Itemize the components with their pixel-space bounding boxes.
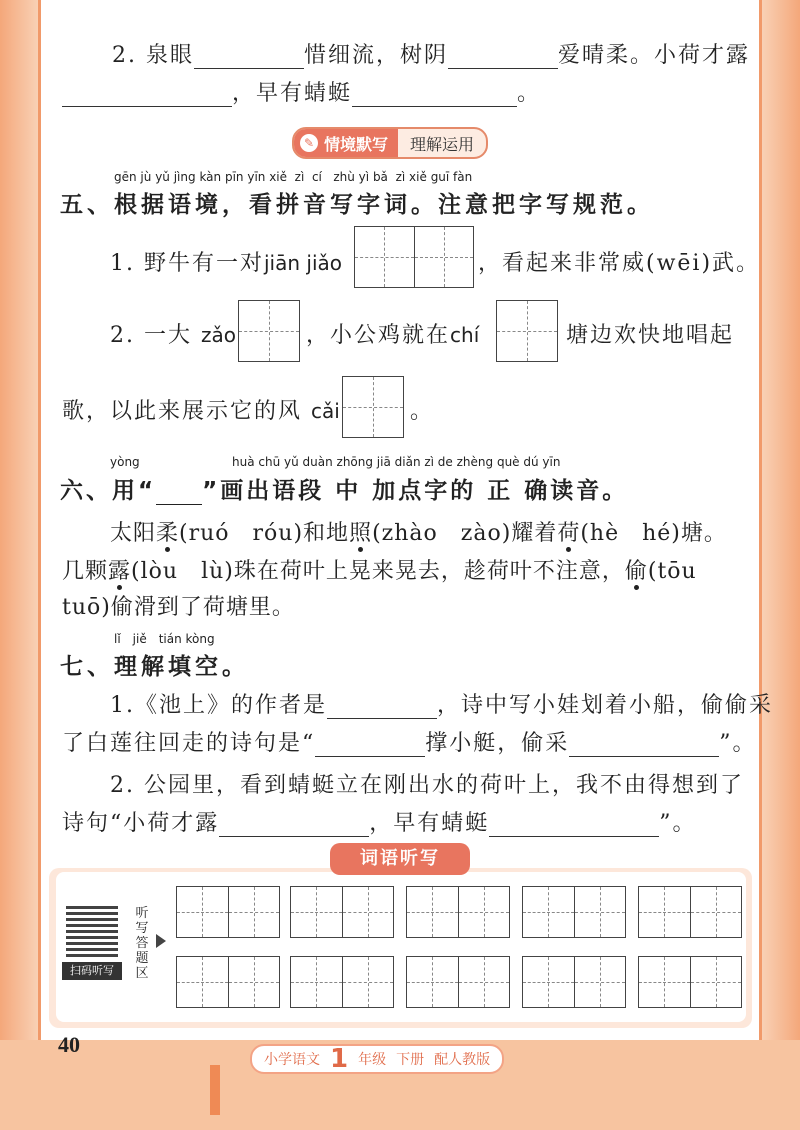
tianzi-grid[interactable]	[342, 376, 404, 438]
sec7-q2-line1: 2. 公园里，看到蜻蜓立在刚出水的荷叶上，我不由得想到了	[110, 773, 744, 798]
dictation-grid[interactable]	[290, 956, 394, 1008]
answer-blank[interactable]	[569, 734, 719, 757]
sec5-q2-b: ，小公鸡就在chí	[306, 323, 480, 348]
sec7-q2-line2: 诗句“小荷才露 ，早有蜻蜓 ”。	[62, 811, 697, 836]
sec7-q1-line1: 1.《池上》的作者是 ，诗中写小娃划着小船，偷偷采	[110, 693, 774, 718]
sec5-q2-d: 歌，以此来展示它的风 cǎi	[62, 399, 340, 424]
tianzi-grid[interactable]	[496, 300, 558, 362]
sec5-q1-b: ，看起来非常威(wēi)武。	[478, 251, 761, 276]
section-banner	[292, 127, 488, 159]
sec6-title: 六、用“ ”画出语段 中 加点字的 正 确读音。	[60, 478, 629, 504]
sec6-line2: 几颗露(lòu lù)珠在荷叶上晃来晃去，趁荷叶不注意，偷(tōu	[62, 559, 697, 584]
sec5-pinyin: gēn jù yǔ jìng kàn pīn yīn xiě zì cí zhù yì bǎ zì xiě guī fàn	[114, 170, 473, 184]
sec6-line3: tuō)偷滑到了荷塘里。	[62, 595, 295, 620]
dictation-grid[interactable]	[638, 886, 742, 938]
dictation-grid[interactable]	[406, 956, 510, 1008]
footer-badge	[250, 1044, 504, 1074]
dictation-grid[interactable]	[522, 886, 626, 938]
footer-grade: 年级	[358, 1052, 387, 1068]
dictation-grid[interactable]	[176, 886, 280, 938]
sec5-q2-c: 塘边欢快地唱起	[566, 323, 735, 348]
scan-label: 扫码听写	[62, 962, 122, 980]
sec6-line1: 太阳柔(ruó róu)和地照(zhào zào)耀着荷(hè hé)塘。	[110, 521, 727, 546]
q2-top-line1: 2. 泉眼 惜细流，树阴 爱晴柔。小荷才露	[112, 43, 751, 68]
sec7-title: 七、理解填空。	[60, 654, 249, 680]
banner-label-left: 情境默写	[324, 134, 389, 154]
footer-volume: 下册	[396, 1052, 425, 1068]
sec6-pinyin-b: huà chū yǔ duàn zhōng jiā diǎn zì de zhèng què dú yīn	[232, 455, 561, 469]
footer-subject: 小学语文	[264, 1052, 320, 1068]
footer-edition: 配人教版	[434, 1052, 491, 1068]
sec7-pinyin: lǐ jiě tián kòng	[114, 632, 215, 646]
footer-grade-num: 1	[330, 1044, 349, 1074]
dictation-grid[interactable]	[176, 956, 280, 1008]
dictation-grid[interactable]	[290, 886, 394, 938]
pen-icon: ✎	[300, 134, 318, 152]
sec5-q1-a: 1. 野牛有一对jiān jiǎo	[110, 251, 342, 276]
sec5-q2-e: 。	[410, 399, 435, 424]
tianzi-grid[interactable]	[354, 226, 474, 288]
answer-blank[interactable]	[489, 814, 659, 837]
answer-blank[interactable]	[315, 734, 425, 757]
answer-blank[interactable]	[219, 814, 369, 837]
sec5-title: 五、根据语境，看拼音写字词。注意把字写规范。	[60, 192, 654, 218]
sec5-q2-a: 2. 一大 zǎo	[110, 323, 236, 348]
dictation-grid[interactable]	[522, 956, 626, 1008]
page-frame-left	[0, 0, 40, 1130]
answer-area-label: 听写答题区	[135, 906, 149, 981]
dictation-grid[interactable]	[406, 886, 510, 938]
sec6-pinyin-a: yòng	[110, 455, 140, 469]
banner-label-right: 理解运用	[410, 134, 475, 154]
sec7-q1-line2: 了白莲往回走的诗句是“ 撑小艇，偷采 ”。	[62, 731, 757, 756]
dictation-grid[interactable]	[638, 956, 742, 1008]
bookmark-strip	[210, 1065, 220, 1115]
answer-blank[interactable]	[62, 84, 232, 107]
answer-blank[interactable]	[352, 84, 517, 107]
page-frame-right	[760, 0, 800, 1130]
answer-blank[interactable]	[448, 46, 558, 69]
arrow-right-icon	[156, 934, 166, 948]
answer-blank[interactable]	[194, 46, 304, 69]
q2-top-line2: ，早有蜻蜓 。	[62, 76, 541, 107]
page-number: 40	[58, 1032, 80, 1057]
tianzi-grid[interactable]	[238, 300, 300, 362]
qr-code-icon[interactable]	[66, 905, 118, 957]
dictation-title: 词语听写	[330, 843, 470, 875]
answer-blank[interactable]	[327, 696, 437, 719]
